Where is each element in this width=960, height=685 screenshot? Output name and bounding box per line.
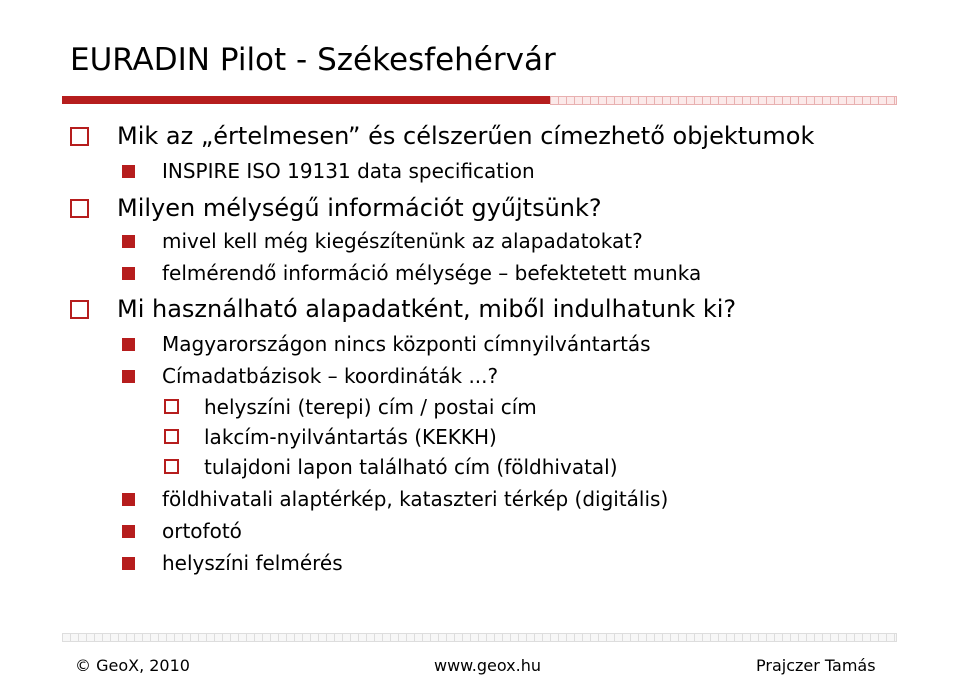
filled-square-icon — [122, 525, 135, 538]
hollow-square-icon — [70, 300, 89, 319]
hollow-square-icon — [70, 199, 89, 218]
bullet-text: mivel kell még kiegészítenünk az alapadatokat? — [162, 229, 643, 253]
bullet-text: földhivatali alaptérkép, kataszteri térkép (digitális) — [162, 487, 669, 511]
bullet-text: Mik az „értelmesen” és célszerűen címezhető objektumok — [117, 122, 815, 150]
bullet-text: felmérendő információ mélysége – befektetett munka — [162, 261, 702, 285]
bullet-text: Milyen mélységű információt gyűjtsünk? — [117, 194, 602, 222]
bullet-text: Magyarországon nincs központi címnyilvántartás — [162, 332, 651, 356]
filled-square-icon — [122, 165, 135, 178]
hollow-square-icon — [70, 127, 89, 146]
bullet-text: Mi használható alapadatként, miből indulhatunk ki? — [117, 295, 737, 323]
filled-square-icon — [122, 338, 135, 351]
title-divider — [62, 96, 896, 104]
bullet-text: tulajdoni lapon található cím (földhivatal) — [204, 455, 618, 479]
filled-square-icon — [122, 235, 135, 248]
bullet-text: ortofotó — [162, 519, 242, 543]
filled-square-icon — [122, 493, 135, 506]
filled-square-icon — [122, 557, 135, 570]
title-divider-grid — [550, 96, 897, 105]
footer-website[interactable]: www.geox.hu — [434, 656, 542, 675]
title-divider-red-bar — [62, 96, 550, 104]
hollow-square-icon — [164, 429, 179, 444]
hollow-square-icon — [164, 459, 179, 474]
footer-divider-grid — [62, 633, 897, 642]
hollow-square-icon — [164, 399, 179, 414]
bullet-text: helyszíni (terepi) cím / postai cím — [204, 395, 537, 419]
page-title: EURADIN Pilot - Székesfehérvár — [70, 42, 556, 78]
filled-square-icon — [122, 267, 135, 280]
footer-author: Prajczer Tamás — [756, 656, 876, 675]
bullet-text: Címadatbázisok – koordináták ...? — [162, 364, 499, 388]
bullet-text: lakcím-nyilvántartás (KEKKH) — [204, 425, 497, 449]
filled-square-icon — [122, 370, 135, 383]
bullet-text: INSPIRE ISO 19131 data specification — [162, 159, 535, 183]
bullet-text: helyszíni felmérés — [162, 551, 343, 575]
footer-copyright: © GeoX, 2010 — [75, 656, 190, 675]
